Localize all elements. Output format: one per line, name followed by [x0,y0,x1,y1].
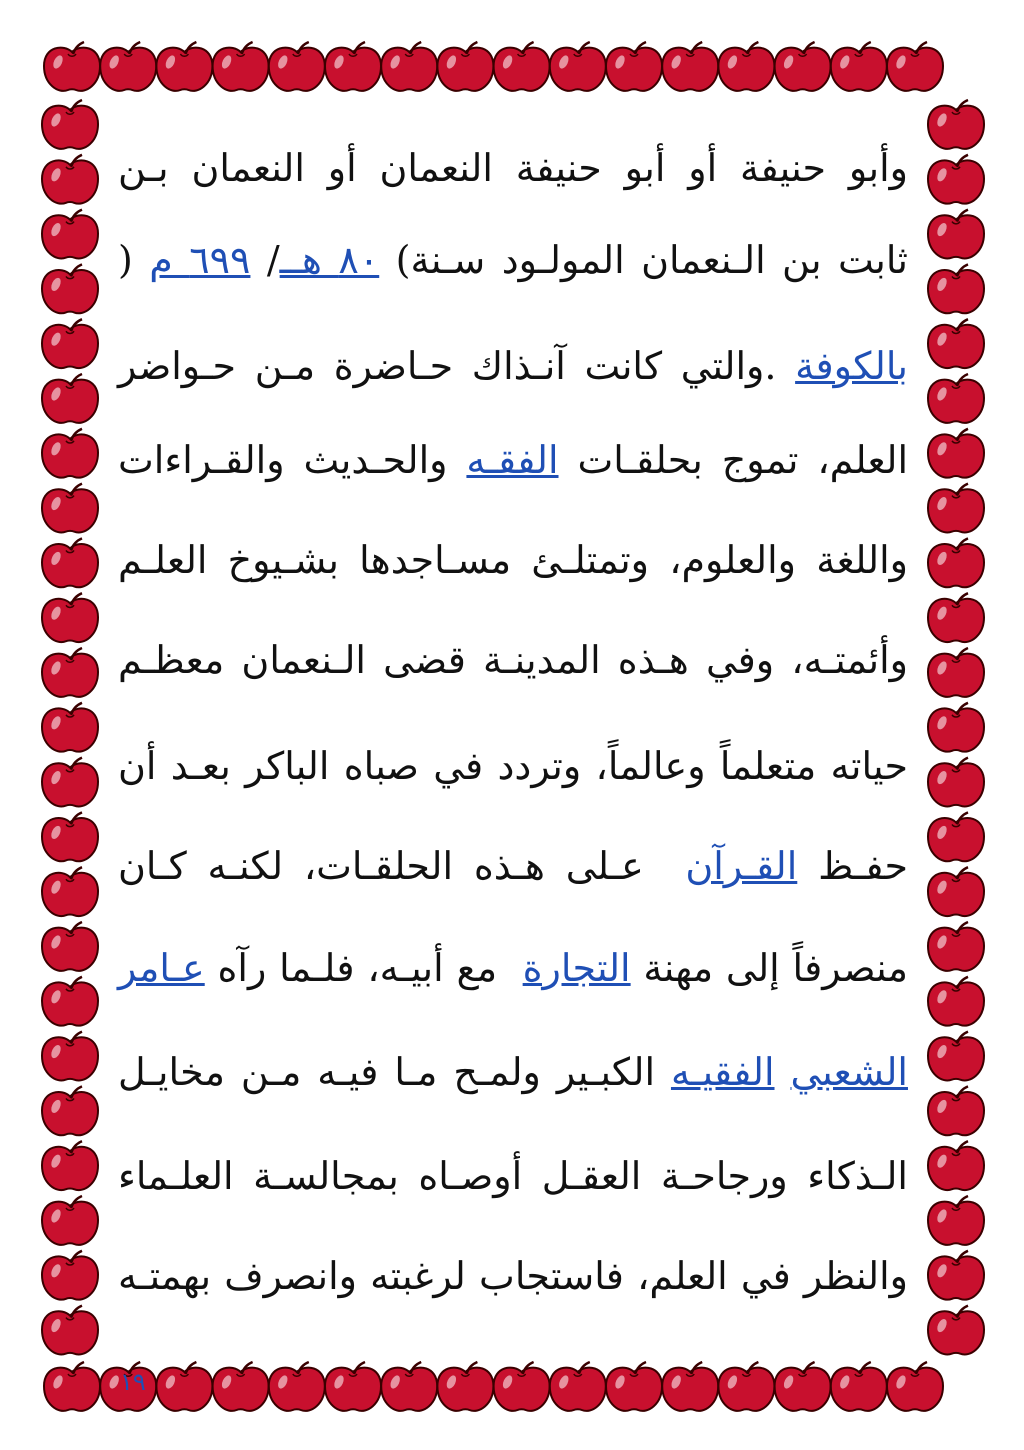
text-line [118,1136,908,1216]
apple-icon [928,1251,984,1300]
text-line [118,726,908,806]
text-run [775,1050,791,1094]
text-line [118,928,908,1008]
text-link[interactable]: القـرآن [685,844,798,888]
apple-icon [662,1362,718,1411]
text-line [118,420,908,500]
apple-icon [928,867,984,916]
page-body-text [118,128,908,1348]
apple-icon [606,42,662,91]
apple-icon [928,593,984,642]
text-run: ( [118,238,150,282]
text-line [118,326,908,406]
apple-icon [928,977,984,1026]
apple-icon [42,1196,98,1245]
text-line [118,826,908,906]
text-run: عـلى هـذه الحلقـات، لكنـه كـان [118,844,686,888]
apple-icon [928,703,984,752]
apple-icon [718,42,774,91]
apple-icon [100,42,156,91]
apple-icon [42,1086,98,1135]
text-run: مع أبيـه، فلـما رآه [204,946,523,990]
apple-icon [928,1306,984,1355]
apple-icon [550,42,606,91]
apple-icon [928,429,984,478]
apple-icon [928,484,984,533]
apple-icon [606,1362,662,1411]
apple-icon [494,42,550,91]
text-run: وأئمتـه، وفي هـذه المدينـة قضى الـنعمان معظـم [118,638,908,682]
text-link[interactable]: الفقيـه [670,1050,775,1094]
text-line [118,520,908,600]
text-run: حياته متعلماً وعالماً، وتردد في صباه الباكر بعـد أن [118,744,908,788]
apple-icon [550,1362,606,1411]
apple-icon [437,42,493,91]
apple-icon [42,812,98,861]
apple-icon [42,484,98,533]
apple-icon [156,1362,212,1411]
apple-icon [325,1362,381,1411]
text-link[interactable]: عـامر [118,946,205,990]
apple-icon [269,42,325,91]
apple-icon [269,1362,325,1411]
apple-icon [928,210,984,259]
text-line [118,1236,908,1316]
apple-icon [775,1362,831,1411]
apple-icon [928,758,984,807]
apple-icon [42,429,98,478]
apple-icon [381,1362,437,1411]
text-run: العلم، تموج بحلقـات [558,438,909,482]
apple-icon [928,648,984,697]
text-line [118,620,908,700]
text-line [118,128,908,208]
apple-icon [928,264,984,313]
text-run: والحـديث والقـراءات [118,438,467,482]
apple-icon [44,1362,100,1411]
apple-icon [42,538,98,587]
apple-icon [42,648,98,697]
apple-icon [42,155,98,204]
apple-icon [928,1032,984,1081]
text-run: وأبو حنيفة أو أبو حنيفة النعمان أو النعمان بـن [118,146,908,190]
text-link[interactable]: ٨٠ هــ [279,238,380,282]
text-link[interactable]: التجارة [522,946,631,990]
apple-icon [213,42,269,91]
apple-icon [42,1032,98,1081]
apple-icon [42,1306,98,1355]
apple-icon [928,812,984,861]
apple-icon [437,1362,493,1411]
apple-icon [928,538,984,587]
text-run: .والتي كانت آنـذاك حـاضرة مـن حـواضر [118,344,796,388]
apple-icon [42,758,98,807]
apple-icon [325,42,381,91]
apple-icon [42,977,98,1026]
apple-icon [42,593,98,642]
apple-icon [494,1362,550,1411]
text-run: الكبـير ولمـح مـا فيـه مـن مخايـل [118,1050,671,1094]
apple-icon [213,1362,269,1411]
apple-icon [42,100,98,149]
text-run: منصرفاً إلى مهنة [630,946,908,990]
apple-icon [156,42,212,91]
text-line [118,1032,908,1112]
apple-icon [928,922,984,971]
apple-icon [42,319,98,368]
apple-icon [928,155,984,204]
text-run: ثابت بن الـنعمان المولـود سـنة) [379,238,909,282]
apple-icon [42,1141,98,1190]
apple-icon [928,1086,984,1135]
apple-icon [42,703,98,752]
apple-icon [775,42,831,91]
apple-icon [381,42,437,91]
apple-icon [928,1141,984,1190]
apple-icon [887,42,943,91]
apple-icon [831,1362,887,1411]
apple-icon [42,1251,98,1300]
text-run: حفـظ [797,844,908,888]
apple-icon [42,264,98,313]
text-link[interactable]: ٦٩٩ م [149,238,251,282]
text-run: الـذكاء ورجاحـة العقـل أوصـاه بمجالسـة العلـماء [118,1154,908,1198]
apple-icon [42,210,98,259]
apple-icon [662,42,718,91]
apple-icon [42,374,98,423]
apple-icon [718,1362,774,1411]
text-run: / [250,238,280,282]
apple-icon [44,42,100,91]
apple-icon [928,100,984,149]
apple-icon [928,319,984,368]
apple-icon [928,1196,984,1245]
text-link[interactable]: الفقـه [466,438,559,482]
page-number: ١٩ [120,1368,146,1396]
text-link[interactable]: الشعبي [790,1050,908,1094]
text-line [118,220,908,300]
apple-icon [928,374,984,423]
apple-icon [831,42,887,91]
apple-icon [42,922,98,971]
apple-icon [887,1362,943,1411]
apple-icon [42,867,98,916]
text-run: واللغة والعلوم، وتمتلـئ مسـاجدها بشـيوخ العلـم [118,538,908,582]
text-run: والنظر في العلم، فاستجاب لرغبته وانصرف بهمتـه [118,1254,908,1298]
text-link[interactable]: بالكوفة [795,344,908,388]
